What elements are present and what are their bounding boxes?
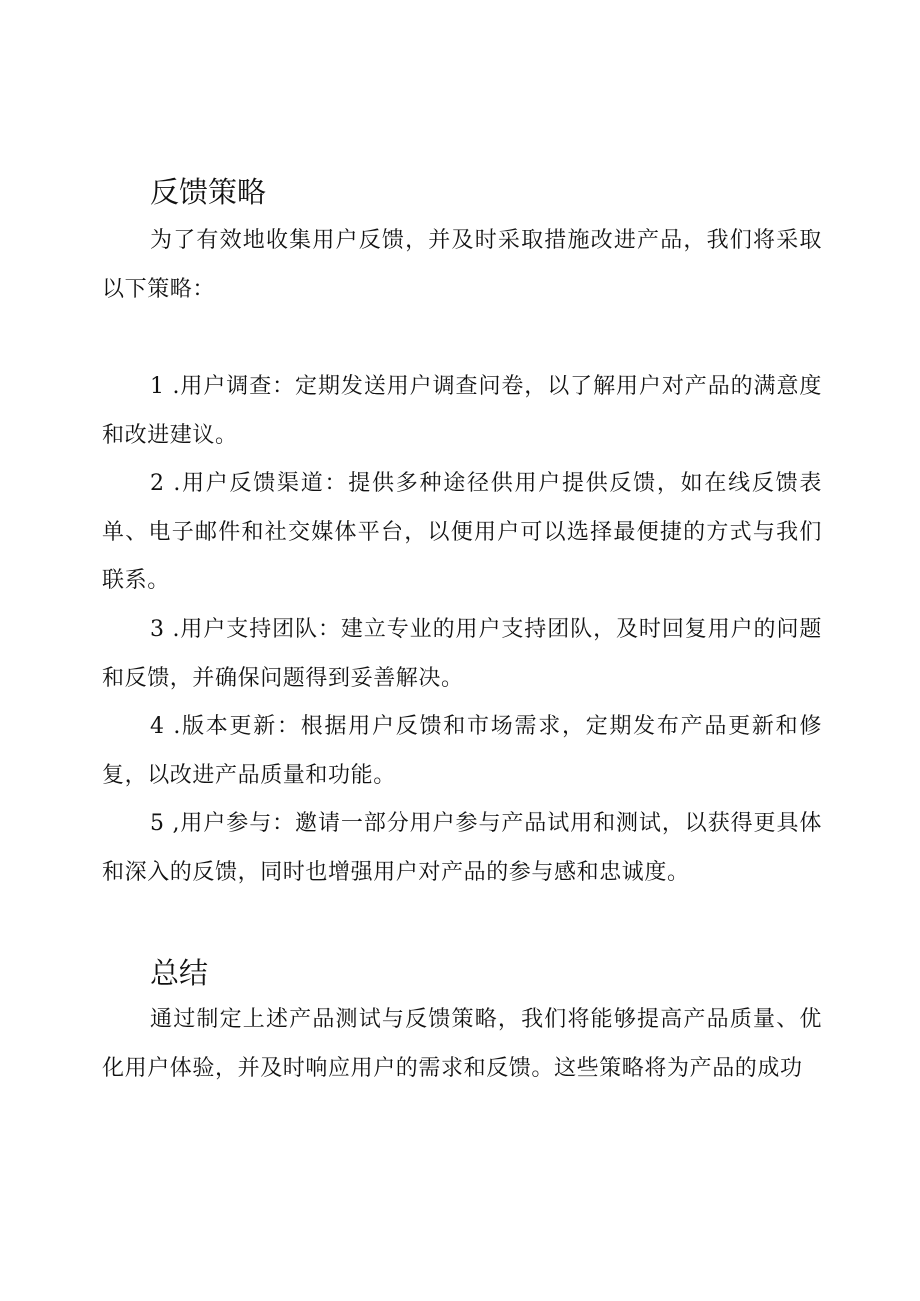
- section-heading-summary: 总结: [150, 956, 209, 990]
- list-item: 3 .用户支持团队：建立专业的用户支持团队，及时回复用户的问题和反馈，并确保问题得到妥善解决。: [102, 617, 822, 691]
- feedback-intro-paragraph: 为了有效地收集用户反馈，并及时采取措施改进产品，我们将采取以下策略：: [102, 228, 822, 302]
- list-item: 5 ,用户参与：邀请一部分用户参与产品试用和测试，以获得更具体和深入的反馈，同时也增强用户对产品的参与感和忠诚度。: [102, 811, 822, 885]
- list-item: 4 .版本更新：根据用户反馈和市场需求，定期发布产品更新和修复，以改进产品质量和功能。: [102, 714, 822, 788]
- summary-paragraph: 通过制定上述产品测试与反馈策略，我们将能够提高产品质量、优化用户体验，并及时响应用户的需求和反馈。这些策略将为产品的成功: [102, 1007, 822, 1081]
- list-item: 2 .用户反馈渠道：提供多种途径供用户提供反馈，如在线反馈表单、电子邮件和社交媒体平台，以便用户可以选择最便捷的方式与我们联系。: [102, 471, 822, 593]
- section-heading-feedback: 反馈策略: [150, 175, 267, 209]
- list-item: 1 .用户调查：定期发送用户调查问卷，以了解用户对产品的满意度和改进建议。: [102, 374, 822, 448]
